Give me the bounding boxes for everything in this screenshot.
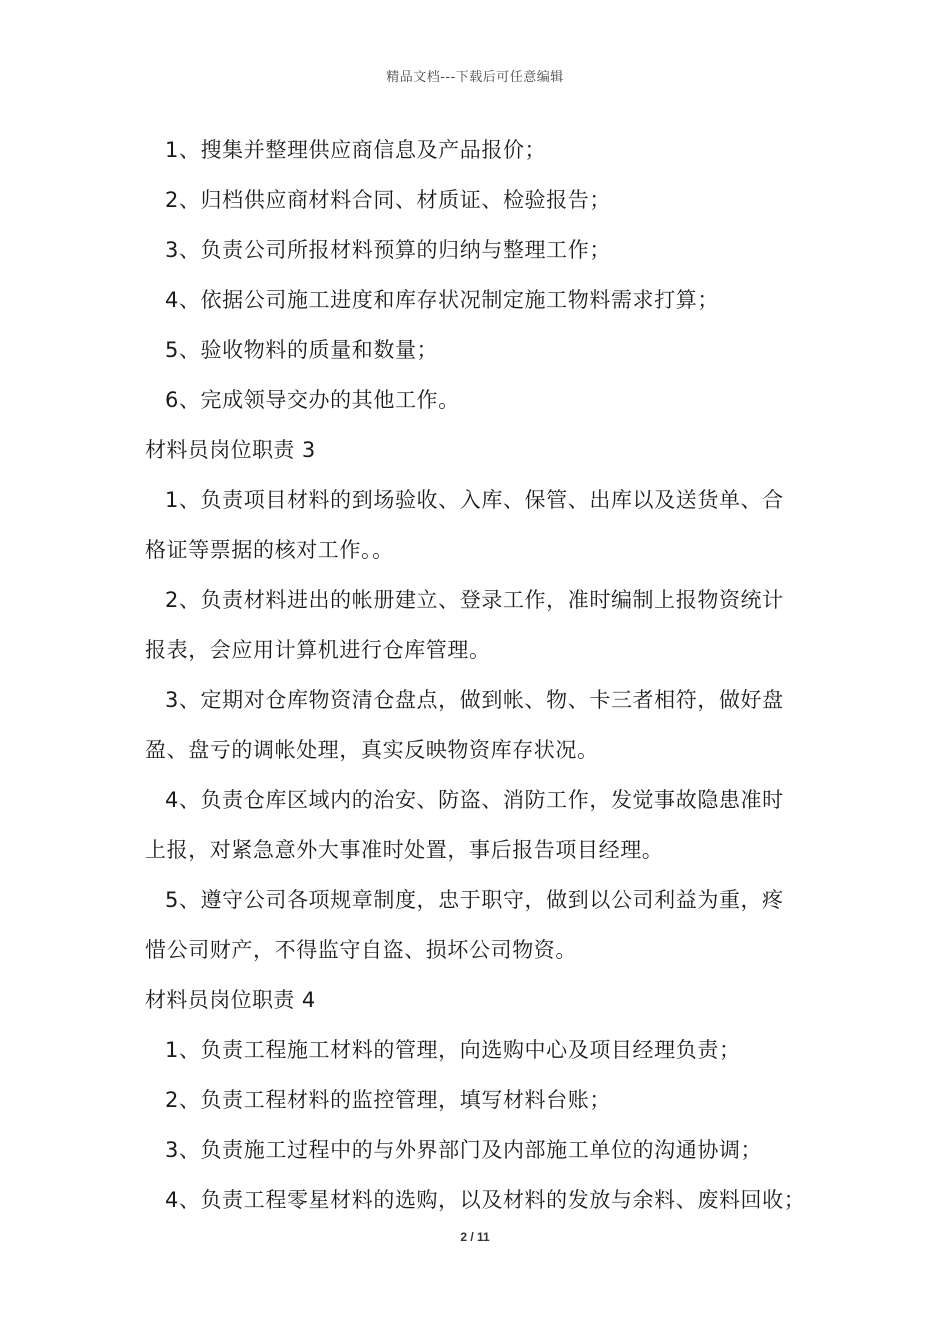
duty-item-2-5: 5、验收物料的质量和数量； (165, 338, 439, 362)
duty-item-3-3: 3、定期对仓库物资清仓盘点，做到帐、物、卡三者相符，做好盘 (165, 688, 784, 712)
document-body (145, 130, 813, 1230)
duty-item-3-1-cont: 格证等票据的核对工作。。 (145, 538, 394, 562)
duty-item-4-1: 1、负责工程施工材料的管理，向选购中心及项目经理负责； (165, 1038, 741, 1062)
duty-item-3-3-cont: 盈、盘亏的调帐处理，真实反映物资库存状况。 (145, 738, 599, 762)
duty-item-3-5: 5、遵守公司各项规章制度，忠于职守，做到以公司利益为重，疼 (165, 888, 784, 912)
duty-item-2-6: 6、完成领导交办的其他工作。 (165, 388, 460, 412)
duty-item-4-3: 3、负责施工过程中的与外界部门及内部施工单位的沟通协调； (165, 1138, 763, 1162)
duty-item-3-2-cont: 报表，会应用计算机进行仓库管理。 (145, 638, 491, 662)
duty-item-2-1: 1、搜集并整理供应商信息及产品报价； (165, 138, 547, 162)
duty-item-3-4: 4、负责仓库区域内的治安、防盗、消防工作，发觉事故隐患准时 (165, 788, 784, 812)
duty-item-2-3: 3、负责公司所报材料预算的归纳与整理工作； (165, 238, 611, 262)
duty-item-4-4: 4、负责工程零星材料的选购，以及材料的发放与余料、废料回收； (165, 1188, 806, 1212)
duty-item-3-1: 1、负责项目材料的到场验收、入库、保管、出库以及送货单、合 (165, 488, 784, 512)
page-header: 精品文档---下载后可任意编辑 (386, 70, 564, 85)
section-heading-3: 材料员岗位职责 3 (145, 438, 316, 462)
section-heading-4: 材料员岗位职责 4 (145, 988, 316, 1012)
page-number: 2 / 11 (460, 1230, 490, 1244)
duty-item-3-2: 2、负责材料进出的帐册建立、登录工作，准时编制上报物资统计 (165, 588, 784, 612)
duty-item-4-2: 2、负责工程材料的监控管理，填写材料台账； (165, 1088, 611, 1112)
duty-item-3-5-cont: 惜公司财产，不得监守自盗、损坏公司物资。 (145, 938, 577, 962)
duty-item-3-4-cont: 上报，对紧急意外大事准时处置，事后报告项目经理。 (145, 838, 664, 862)
duty-item-2-4: 4、依据公司施工进度和库存状况制定施工物料需求打算； (165, 288, 719, 312)
duty-item-2-2: 2、归档供应商材料合同、材质证、检验报告； (165, 188, 611, 212)
